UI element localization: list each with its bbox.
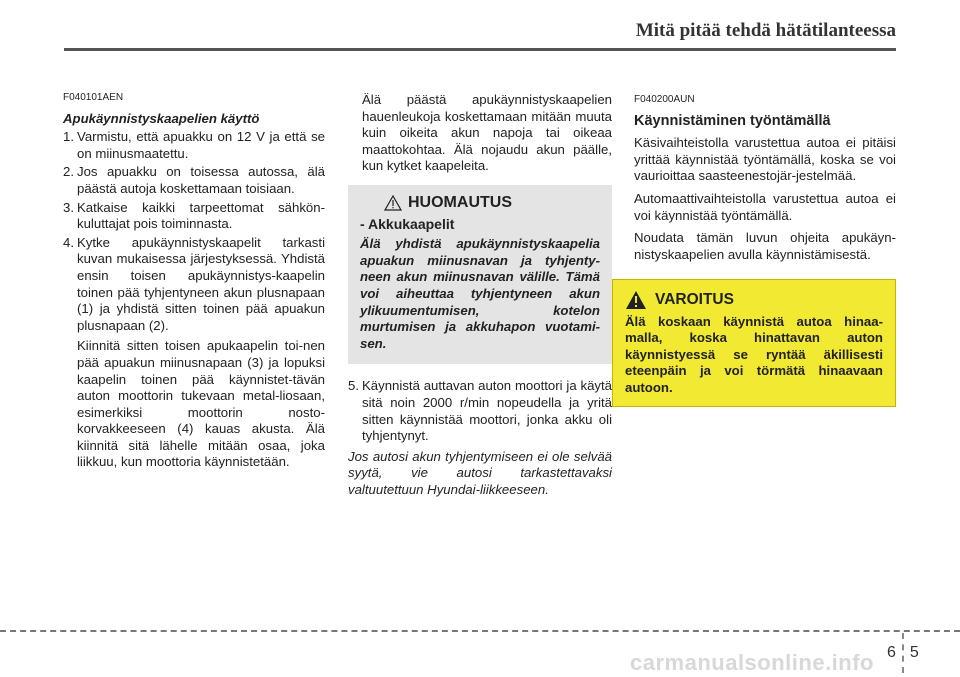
section-code: F040200AUN bbox=[634, 94, 695, 105]
page-header-title: Mitä pitää tehdä hätätilanteessa bbox=[635, 20, 896, 41]
footer-rule bbox=[0, 630, 960, 632]
section-heading: Käynnistäminen työntämällä bbox=[634, 112, 831, 129]
list-item: 5. Käynnistä auttavan auton moottori ja käytä sitä noin 2000 r/min nopeudella ja yritä sitten käynnistää moottori, jonka akku oli tyhjentynyt. bbox=[348, 378, 612, 444]
paragraph: Noudata tämän luvun ohjeita apukäyn-nistyskaapelien avulla käynnistämisestä. bbox=[634, 230, 896, 262]
notice-text: Älä yhdistä apukäynnistyskaapelia apuakun miinusnavan ja tyhjenty-neen akun miinusnavan välille. Tämä voi aiheuttaa tyhjentyneen akun ylikuumentumisen, kotelon murtumisen ja akkuhapon vuotami-sen. bbox=[360, 236, 600, 351]
warning-triangle-icon bbox=[384, 195, 402, 211]
italic-note: Jos autosi akun tyhjentymiseen ei ole selvää syytä, vie autosi tarkastettavaksi valtuutettuun Hyundai-liikkeeseen. bbox=[348, 448, 612, 497]
notice-box bbox=[348, 185, 612, 364]
column-3 bbox=[634, 92, 896, 269]
column-1 bbox=[63, 90, 325, 471]
warning-triangle-icon bbox=[625, 290, 647, 310]
page-number bbox=[887, 633, 919, 673]
warning-title: VAROITUS bbox=[625, 290, 883, 310]
header-rule bbox=[64, 48, 896, 51]
instruction-list bbox=[63, 129, 325, 334]
warning-box bbox=[612, 279, 896, 407]
column-2 bbox=[348, 92, 612, 498]
instruction-list-2 bbox=[348, 378, 612, 444]
chapter-number: 6 bbox=[887, 644, 896, 661]
section-subheading: Apukäynnistyskaapelien käyttö bbox=[63, 110, 260, 126]
list-item: 4. Kytke apukäynnistyskaapelit tarkasti kuvan mukaisessa järjestyksessä. Yhdistä ensin toisen apukäynnistys-kaapelin toinen pää tyhjentyneen akun plusnapaan (1) ja yhdistä sitten toinen pää apuakun plusnapaan (2). bbox=[63, 234, 325, 333]
list-item-continuation: Kiinnitä sitten toisen apukaapelin toi-nen pää apuakun miinusnapaan (3) ja lopuksi kaapelin toinen pää käynnistet-tävän auton moottorin tukevaan metal-liosaan, esimerkiksi moottorin nosto-korvakkeeseen (4) kauas akusta. Älä kiinnitä sitä lähelle mitään osaa, joka liikkuu, kun moottoria käynnistetään. bbox=[77, 338, 325, 470]
section-code: F040101AEN bbox=[63, 92, 124, 103]
notice-subtitle: - Akkukaapelit bbox=[360, 215, 455, 232]
paragraph: Automaattivaihteistolla varustettua autoa ei voi käynnistää työntämällä. bbox=[634, 190, 896, 223]
page-number-divider bbox=[902, 633, 904, 673]
notice-title: HUOMAUTUS bbox=[384, 195, 600, 212]
warning-text: Älä koskaan käynnistä autoa hinaa-malla, koska hinattavan auton käynnistyessä se ryntää äkillisesti eteenpäin ja voi törmätä hinaavaan autoon. bbox=[625, 314, 883, 395]
watermark: carmanualsonline.info bbox=[630, 650, 874, 675]
paragraph: Käsivaihteistolla varustettua autoa ei pitäisi yrittää käynnistää työntämällä, koska se voi vaurioittaa saasteenestojär-jestelmää. bbox=[634, 135, 896, 184]
intro-paragraph: Älä päästä apukäynnistyskaapelien hauenleukoja koskettamaan mitään muuta kuin oikeita akun napoja tai oikeaa maattokohtaa. Älä nojaudu akun päälle, kun kytket kaapeleita. bbox=[362, 92, 612, 174]
list-item: 3. Katkaise kaikki tarpeettomat sähkön-kuluttajat pois toiminnasta. bbox=[63, 199, 325, 232]
page-number-value: 5 bbox=[909, 644, 919, 661]
list-item: 2. Jos apuakku on toisessa autossa, älä päästä autoja koskettamaan toisiaan. bbox=[63, 164, 325, 196]
list-item: 1. Varmistu, että apuakku on 12 V ja että se on miinusmaatettu. bbox=[63, 129, 325, 161]
